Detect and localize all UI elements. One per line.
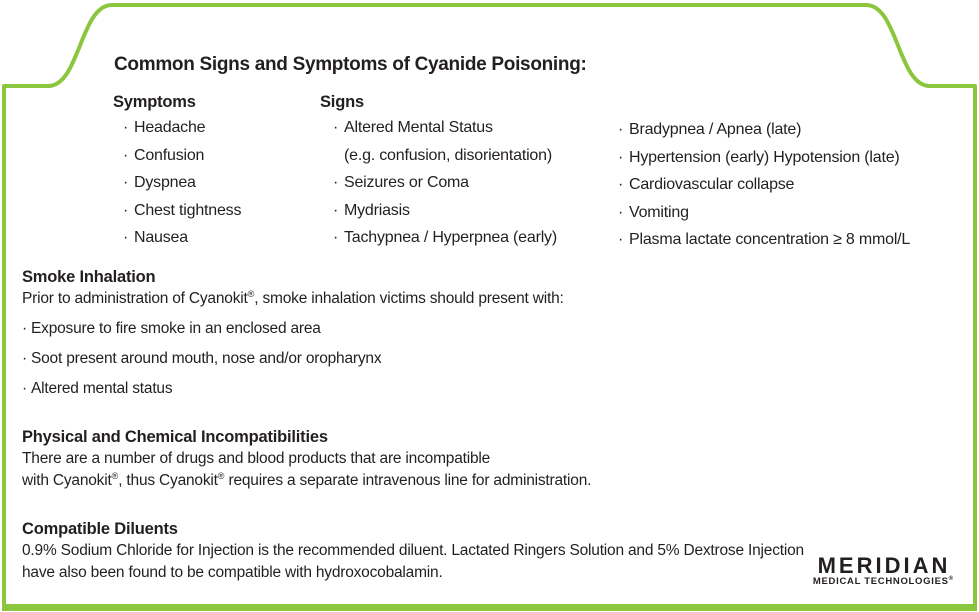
symptoms-header: Symptoms xyxy=(113,93,196,111)
list-item: · Seizures or Coma xyxy=(333,169,557,197)
bullet-dot: · xyxy=(123,201,129,219)
symptoms-column xyxy=(113,92,241,252)
list-item: · Plasma lactate concentration ≥ 8 mmol/L xyxy=(618,226,910,254)
bullet-dot: · xyxy=(123,146,129,164)
section-text-line: have also been found to be compatible with hydroxocobalamin. xyxy=(22,564,443,581)
registered-mark: ® xyxy=(111,470,119,481)
signs-list xyxy=(320,114,557,252)
bullet-dot: · xyxy=(618,121,624,138)
list-item: · Bradypnea / Apnea (late) xyxy=(618,116,910,144)
list-item: · Altered Mental Status xyxy=(333,114,557,142)
section-header: Physical and Chemical Incompatibilities xyxy=(22,428,328,446)
section-intro: Prior to administration of Cyanokit®, smoke inhalation victims should present with: xyxy=(22,288,564,307)
list-item: · Mydriasis xyxy=(333,197,557,225)
incompatibilities-section xyxy=(22,426,591,492)
bullet-dot: · xyxy=(618,148,624,166)
list-item: · Cardiovascular collapse xyxy=(618,171,910,199)
page-title: Common Signs and Symptoms of Cyanide Poisoning: xyxy=(114,54,587,75)
bullet-dot: · xyxy=(333,119,339,136)
meridian-logo xyxy=(812,554,954,587)
section-header: Compatible Diluents xyxy=(22,520,178,538)
bullet-dot: · xyxy=(123,229,129,247)
bullet-dot: · xyxy=(123,119,129,136)
bullet-dot: · xyxy=(22,320,27,337)
list-item: · Confusion xyxy=(123,142,241,170)
signs-list-right xyxy=(618,116,910,254)
bullet-dot: · xyxy=(22,380,27,397)
bullet-dot: · xyxy=(618,203,624,221)
diluents-section xyxy=(22,518,804,584)
list-item: · Hypertension (early) Hypotension (late) xyxy=(618,144,910,172)
registered-mark: ® xyxy=(948,575,954,582)
list-item: · Exposure to fire smoke in an enclosed area xyxy=(22,318,564,340)
bullet-dot: · xyxy=(618,231,624,249)
bullet-dot: · xyxy=(333,229,339,247)
bullet-dot: · xyxy=(22,350,27,367)
list-item: · Tachypnea / Hyperpnea (early) xyxy=(333,224,557,252)
list-item: · Vomiting xyxy=(618,199,910,227)
section-text-line: There are a number of drugs and blood products that are incompatible xyxy=(22,450,491,467)
symptoms-list xyxy=(113,114,241,252)
list-item: · Dyspnea xyxy=(123,169,241,197)
section-text-line: with Cyanokit®, thus Cyanokit® requires a separate intravenous line for administration. xyxy=(22,470,592,489)
logo-subtitle: MEDICAL TECHNOLOGIES® xyxy=(812,575,954,587)
list-item-continuation: (e.g. confusion, disorientation) xyxy=(344,146,552,164)
bullet-dot: · xyxy=(333,174,339,192)
registered-mark: ® xyxy=(247,288,255,299)
bullet-dot: · xyxy=(618,176,624,194)
bullet-dot: · xyxy=(333,201,339,219)
list-item: · Altered mental status xyxy=(22,378,564,400)
signs-column xyxy=(320,92,557,252)
section-header: Smoke Inhalation xyxy=(22,268,156,286)
section-text-line: 0.9% Sodium Chloride for Injection is the recommended diluent. Lactated Ringers Solution and 5% Dextrose Injection xyxy=(22,542,804,559)
list-item: · Nausea xyxy=(123,224,241,252)
bullet-dot: · xyxy=(123,174,129,192)
smoke-inhalation-section xyxy=(22,266,564,400)
list-item: · Soot present around mouth, nose and/or oropharynx xyxy=(22,348,564,370)
registered-mark: ® xyxy=(217,470,225,481)
logo-wordmark: MERIDIAN xyxy=(817,553,951,578)
list-item: · Chest tightness xyxy=(123,197,241,225)
signs-header: Signs xyxy=(320,93,364,111)
list-item: · Headache xyxy=(123,114,241,142)
signs-column-right xyxy=(618,114,910,254)
